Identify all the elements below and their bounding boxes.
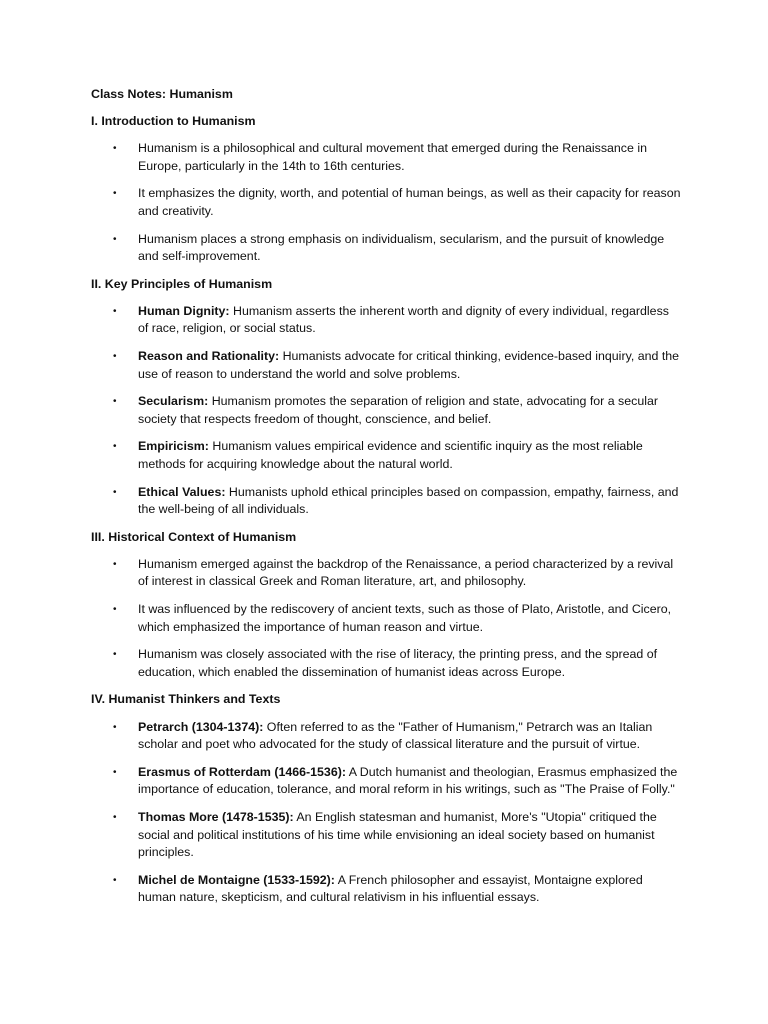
- list-item: [91, 231, 681, 266]
- list-item: [91, 872, 681, 907]
- bullet-icon: •: [113, 766, 117, 778]
- bullet-icon: •: [113, 558, 117, 570]
- item-term: Ethical Values:: [138, 484, 226, 499]
- bullet-icon: •: [113, 351, 117, 363]
- item-text: Humanism promotes the separation of religion and state, advocating for a secular society that respects freedom of thought, conscience, and belief.: [138, 394, 658, 426]
- item-text: Humanists uphold ethical principles based on compassion, empathy, fairness, and the well-being of all individuals.: [138, 484, 679, 517]
- item-term: Thomas More (1478-1535):: [138, 809, 294, 824]
- list-item: [91, 484, 681, 519]
- list-item: [91, 140, 681, 175]
- bullet-icon: •: [113, 649, 117, 661]
- item-text: Often referred to as the "Father of Humanism," Petrarch was an Italian scholar and poet who advocated for the study of classical literature and the pursuit of virtue.: [138, 719, 653, 752]
- bullet-list: [91, 556, 681, 682]
- section-heading: II. Key Principles of Humanism: [91, 276, 273, 291]
- bullet-icon: •: [113, 721, 117, 733]
- bullet-icon: •: [113, 233, 117, 245]
- item-text: Humanists advocate for critical thinking, evidence-based inquiry, and the use of reason to understand the world and solve problems.: [138, 349, 680, 381]
- document-body: [91, 86, 681, 917]
- item-term: Erasmus of Rotterdam (1466-1536):: [138, 764, 346, 779]
- list-item: [91, 303, 681, 338]
- bullet-list: [91, 719, 681, 907]
- bullet-icon: •: [113, 811, 117, 823]
- list-item: [91, 185, 681, 220]
- bullet-list: [91, 140, 681, 266]
- bullet-icon: •: [113, 441, 117, 453]
- item-term: Secularism:: [138, 394, 209, 409]
- list-item: [91, 719, 681, 754]
- item-text: An English statesman and humanist, More's "Utopia" critiqued the social and political institutions of his time while envisioning an ideal society based on humanist principles.: [138, 809, 657, 860]
- item-text: It emphasizes the dignity, worth, and potential of human beings, as well as their capacity for reason and creativity.: [138, 186, 681, 218]
- item-text: Humanism emerged against the backdrop of the Renaissance, a period characterized by a revival of interest in classical Greek and Roman literature, art, and philosophy.: [138, 556, 674, 589]
- list-item: [91, 348, 681, 383]
- bullet-icon: •: [113, 188, 117, 200]
- list-item: [91, 764, 681, 799]
- item-text: Humanism asserts the inherent worth and dignity of every individual, regardless of race, religion, or social status.: [138, 303, 669, 336]
- list-item: [91, 646, 681, 681]
- item-term: Michel de Montaigne (1533-1592):: [138, 872, 335, 887]
- bullet-icon: •: [113, 143, 117, 155]
- bullet-icon: •: [113, 874, 117, 886]
- item-text: Humanism was closely associated with the rise of literacy, the printing press, and the spread of education, which enabled the dissemination of humanist ideas across Europe.: [138, 647, 658, 679]
- bullet-icon: •: [113, 604, 117, 616]
- item-text: A Dutch humanist and theologian, Erasmus emphasized the importance of education, tolerance, and moral reform in his writings, such as "The Praise of Folly.": [138, 764, 678, 797]
- item-term: Reason and Rationality:: [138, 349, 280, 364]
- list-item: [91, 601, 681, 636]
- item-term: Empiricism:: [138, 439, 209, 454]
- item-text: Humanism is a philosophical and cultural movement that emerged during the Renaissance in Europe, particularly in the 14th to 16th centuries.: [138, 141, 647, 173]
- item-text: A French philosopher and essayist, Montaigne explored human nature, skepticism, and cultural relativism in his influential essays.: [138, 872, 643, 905]
- item-text: It was influenced by the rediscovery of ancient texts, such as those of Plato, Aristotle, and Cicero, which emphasized the importance of human reason and virtue.: [138, 602, 672, 634]
- item-term: Petrarch (1304-1374):: [138, 719, 264, 734]
- section-heading: IV. Humanist Thinkers and Texts: [91, 692, 281, 707]
- section-heading: I. Introduction to Humanism: [91, 114, 256, 129]
- list-item: [91, 809, 681, 862]
- document-title: Class Notes: Humanism: [91, 87, 233, 101]
- bullet-list: [91, 303, 681, 519]
- item-text: Humanism places a strong emphasis on individualism, secularism, and the pursuit of knowledge and self-improvement.: [138, 231, 665, 264]
- bullet-icon: •: [113, 305, 117, 317]
- bullet-icon: •: [113, 486, 117, 498]
- sections-container: [91, 113, 681, 907]
- bullet-icon: •: [113, 396, 117, 408]
- section-heading: III. Historical Context of Humanism: [91, 529, 297, 544]
- list-item: [91, 556, 681, 591]
- item-text: Humanism values empirical evidence and scientific inquiry as the most reliable methods for acquiring knowledge about the natural world.: [138, 439, 643, 471]
- list-item: [91, 393, 681, 428]
- item-term: Human Dignity:: [138, 303, 230, 318]
- list-item: [91, 438, 681, 473]
